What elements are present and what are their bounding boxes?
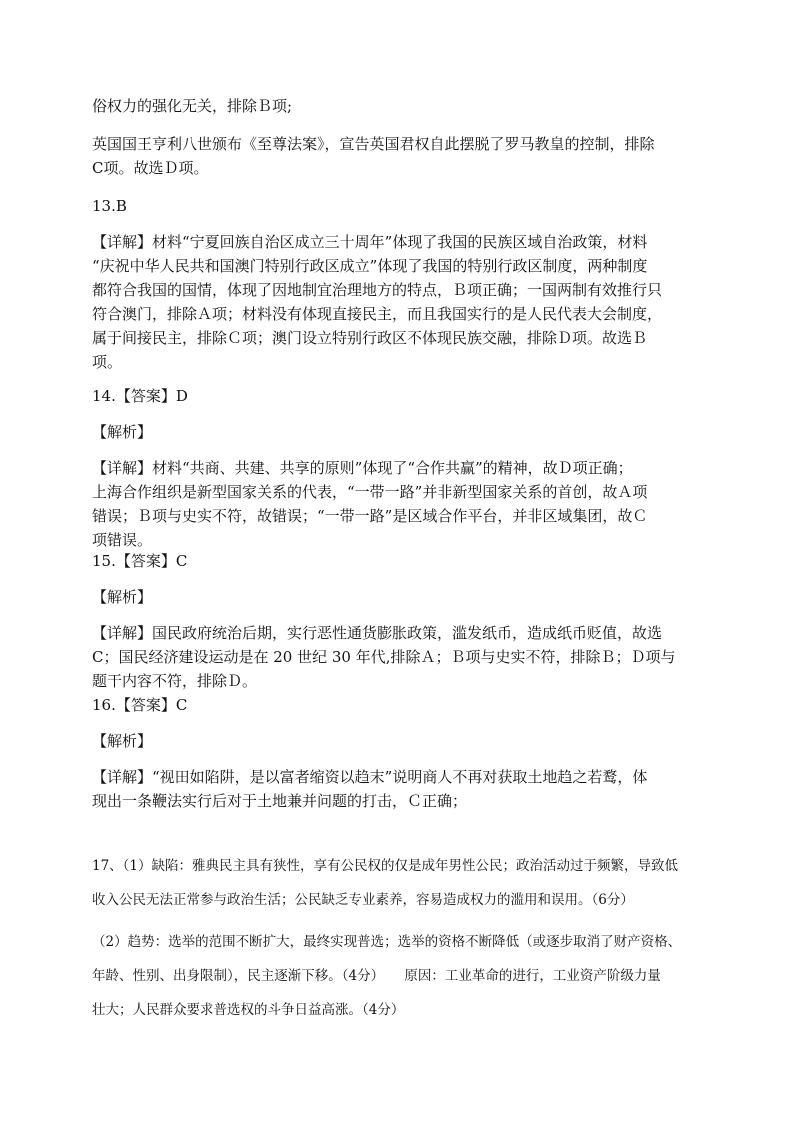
text-line: 上海合作组织是新型国家关系的代表，“一带一路”并非新型国家关系的首创，故Ａ项 — [92, 483, 648, 501]
text-line: 14.【答案】D — [92, 387, 188, 405]
answer-number — [92, 194, 712, 218]
text-line: 俗权力的强化无关，排除Ｂ项; — [92, 97, 293, 115]
explanation-paragraph — [92, 621, 712, 693]
analysis-heading — [92, 729, 712, 753]
text-line: 【详解】材料“共商、共建、共享的原则”体现了“合作共赢”的精神，故Ｄ项正确； — [92, 459, 633, 477]
text-line: 错误；Ｂ项与史实不符，故错误；“一带一路”是区域合作平台，并非区域集团，故Ｃ — [92, 507, 648, 525]
text-line: 16.【答案】C — [92, 696, 188, 714]
text-line: （2）趋势：选举的范围不断扩大，最终实现普选；选举的资格不断降低（或逐步取消了财产资格、 — [92, 934, 682, 950]
text-line: C项。故选Ｄ项。 — [92, 159, 209, 177]
text-line: 收入公民无法正常参与政治生活；公民缺乏专业素养，容易造成权力的滥用和误用。（6分） — [92, 892, 634, 908]
text-line: 壮大；人民群众要求普选权的斗争日益高涨。（4分） — [92, 1002, 405, 1018]
text-line: C；国民经济建设运动是在 20 世纪 30 年代,排除Ａ；Ｂ项与史实不符，排除Ｂ；Ｄ项与 — [92, 648, 676, 666]
question-17-part-1 — [92, 849, 717, 917]
text-line: 【解析】 — [92, 732, 153, 750]
answer-heading — [92, 549, 712, 573]
text-line: 【解析】 — [92, 423, 153, 441]
explanation-paragraph — [92, 765, 712, 813]
text-line: 题干内容不符，排除Ｄ。 — [92, 672, 258, 690]
text-line: 项错误。 — [92, 531, 153, 549]
text-line: 13.B — [92, 197, 127, 215]
text-line: 【详解】“视田如陷阱，是以富者缩资以趋末”说明商人不再对获取土地趋之若鹜，体 — [92, 768, 648, 786]
answer-heading — [92, 384, 712, 408]
text-line: 15.【答案】C — [92, 552, 188, 570]
text-line: 都符合我国的国情，体现了因地制宜治理地方的特点，Ｂ项正确；一国两制有效推行只 — [92, 281, 663, 299]
text-paragraph — [92, 132, 712, 180]
text-line: 项。 — [92, 353, 123, 371]
text-line: 符合澳门，排除Ａ项；材料没有体现直接民主，而且我国实行的是人民代表大会制度， — [92, 305, 663, 323]
explanation-paragraph — [92, 230, 712, 374]
text-line: 属于间接民主，排除Ｃ项；澳门设立特别行政区不体现民族交融，排除Ｄ项。故选Ｂ — [92, 329, 648, 347]
text-line: 【解析】 — [92, 588, 153, 606]
analysis-heading — [92, 585, 712, 609]
answer-heading — [92, 693, 712, 717]
text-line: 年龄、性别、出身限制），民主逐渐下移。（4分） 原因：工业革命的进行，工业资产阶级力量 — [92, 968, 661, 984]
text-paragraph — [92, 94, 712, 118]
question-17-part-2 — [92, 925, 717, 1027]
text-line: “庆祝中华人民共和国澳门特别行政区成立”体现了我国的特别行政区制度，两种制度 — [92, 257, 648, 275]
explanation-paragraph — [92, 456, 712, 552]
text-line: 17、（1）缺陷：雅典民主具有狭性，享有公民权的仅是成年男性公民；政治活动过于频繁，导致低 — [92, 858, 679, 874]
analysis-heading — [92, 420, 712, 444]
text-line: 英国国王亨利八世颁布《至尊法案》，宣告英国君权自此摆脱了罗马教皇的控制，排除 — [92, 135, 655, 153]
text-line: 【详解】国民政府统治后期，实行恶性通货膨胀政策，滥发纸币，造成纸币贬值，故选 — [92, 624, 663, 642]
text-line: 现出一条鞭法实行后对于土地兼并问题的打击，Ｃ正确； — [92, 792, 468, 810]
text-line: 【详解】材料“宁夏回族自治区成立三十周年”体现了我国的民族区域自治政策，材料 — [92, 233, 648, 251]
